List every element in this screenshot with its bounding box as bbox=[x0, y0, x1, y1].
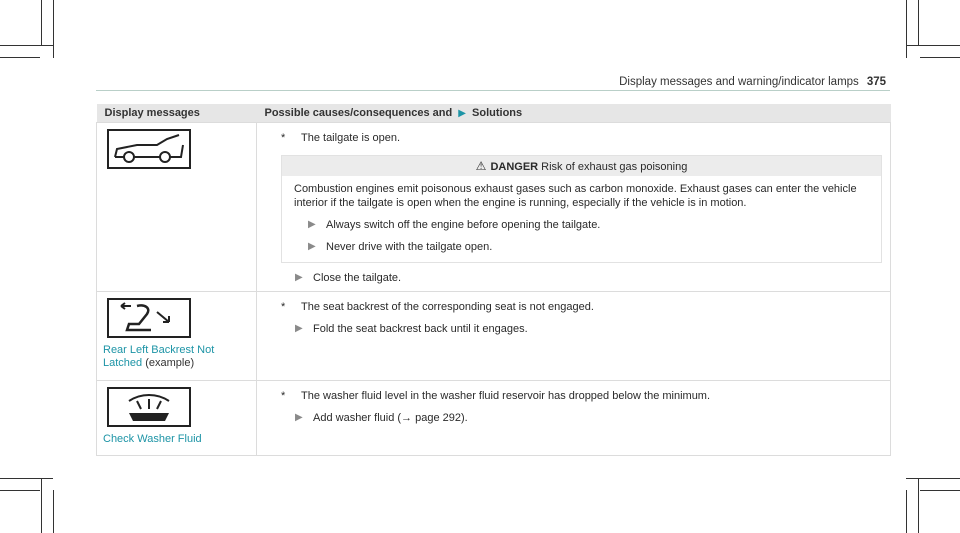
arrow-icon: ▶ bbox=[295, 272, 303, 283]
danger-body bbox=[282, 176, 881, 262]
crop-mark bbox=[918, 0, 919, 46]
message-caption bbox=[103, 344, 256, 370]
message-caption bbox=[103, 433, 256, 446]
crop-mark bbox=[918, 478, 919, 533]
crop-mark bbox=[53, 490, 54, 533]
col2-header-text: Possible causes/consequences and bbox=[264, 107, 453, 119]
crop-mark bbox=[906, 490, 907, 533]
caption-example: (example) bbox=[145, 357, 195, 369]
crop-mark bbox=[906, 45, 960, 46]
causes-solutions-cell bbox=[257, 123, 891, 292]
danger-text: Combustion engines emit poisonous exhaust gases such as carbon monoxide. Exhaust gases can enter the vehicle interior if the tailgate is open when the engine is running, especially if the vehicle is in motion. bbox=[294, 183, 857, 209]
running-header bbox=[619, 76, 886, 88]
crop-mark bbox=[53, 0, 54, 58]
danger-box bbox=[281, 155, 882, 263]
seat-backrest-icon bbox=[107, 298, 191, 338]
header-title: Display messages and warning/indicator lamps bbox=[619, 76, 859, 88]
danger-step bbox=[294, 218, 871, 232]
arrow-icon: ▶ bbox=[458, 108, 466, 119]
col-header-causes-solutions bbox=[257, 104, 891, 123]
bullet-star: * bbox=[281, 132, 286, 144]
cause-item bbox=[257, 300, 890, 314]
arrow-icon: ▶ bbox=[295, 323, 303, 334]
danger-header bbox=[282, 156, 881, 176]
solution-text-before: Add washer fluid ( bbox=[313, 412, 402, 424]
col-header-display-messages: Display messages bbox=[97, 104, 257, 123]
crop-mark bbox=[0, 57, 40, 58]
crop-mark bbox=[920, 490, 960, 491]
message-cell bbox=[97, 123, 257, 292]
message-cell bbox=[97, 381, 257, 456]
solution-step bbox=[257, 322, 890, 336]
table-header-row bbox=[97, 104, 891, 123]
header-rule bbox=[96, 90, 890, 91]
table-row bbox=[97, 123, 891, 292]
caption-message: Rear Left Backrest Not Latched bbox=[103, 344, 215, 369]
solution-text: Close the tailgate. bbox=[313, 272, 402, 284]
causes-solutions-cell bbox=[257, 292, 891, 381]
crop-mark bbox=[41, 478, 42, 533]
table-row bbox=[97, 292, 891, 381]
crop-mark bbox=[920, 57, 960, 58]
page-ref-arrow: → bbox=[401, 412, 413, 424]
arrow-icon: ▶ bbox=[308, 219, 316, 230]
crop-mark bbox=[906, 478, 960, 479]
table-row bbox=[97, 381, 891, 456]
arrow-icon: ▶ bbox=[295, 412, 303, 423]
crop-mark bbox=[0, 490, 40, 491]
cause-text: The seat backrest of the corresponding seat is not engaged. bbox=[301, 301, 594, 313]
col2-header-solutions: Solutions bbox=[472, 107, 523, 119]
warning-icon: ⚠ bbox=[475, 159, 487, 173]
message-cell bbox=[97, 292, 257, 381]
solution-step bbox=[257, 271, 890, 285]
page-ref-link[interactable]: page 292). bbox=[415, 412, 468, 424]
cause-text: The washer fluid level in the washer fluid reservoir has dropped below the minimum. bbox=[301, 390, 711, 402]
arrow-icon: ▶ bbox=[308, 241, 316, 252]
cause-item bbox=[257, 389, 890, 403]
display-messages-table bbox=[96, 104, 891, 456]
danger-step bbox=[294, 240, 871, 254]
crop-mark bbox=[41, 0, 42, 46]
crop-mark bbox=[906, 0, 907, 58]
crop-mark bbox=[0, 478, 53, 479]
causes-solutions-cell bbox=[257, 381, 891, 456]
crop-mark bbox=[0, 45, 53, 46]
solution-text: Fold the seat backrest back until it engages. bbox=[313, 323, 528, 335]
solution-step bbox=[257, 411, 890, 425]
page-number: 375 bbox=[866, 76, 886, 88]
danger-title: Risk of exhaust gas poisoning bbox=[541, 161, 688, 173]
cause-item bbox=[257, 131, 890, 145]
danger-step-text: Always switch off the engine before opening the tailgate. bbox=[326, 219, 601, 231]
cause-text: The tailgate is open. bbox=[301, 132, 401, 144]
bullet-star: * bbox=[281, 301, 286, 313]
danger-label: DANGER bbox=[490, 161, 539, 173]
car-tailgate-open-icon bbox=[107, 129, 191, 169]
caption-message: Check Washer Fluid bbox=[103, 433, 202, 445]
danger-step-text: Never drive with the tailgate open. bbox=[326, 241, 493, 253]
washer-fluid-icon bbox=[107, 387, 191, 427]
bullet-star: * bbox=[281, 390, 286, 402]
